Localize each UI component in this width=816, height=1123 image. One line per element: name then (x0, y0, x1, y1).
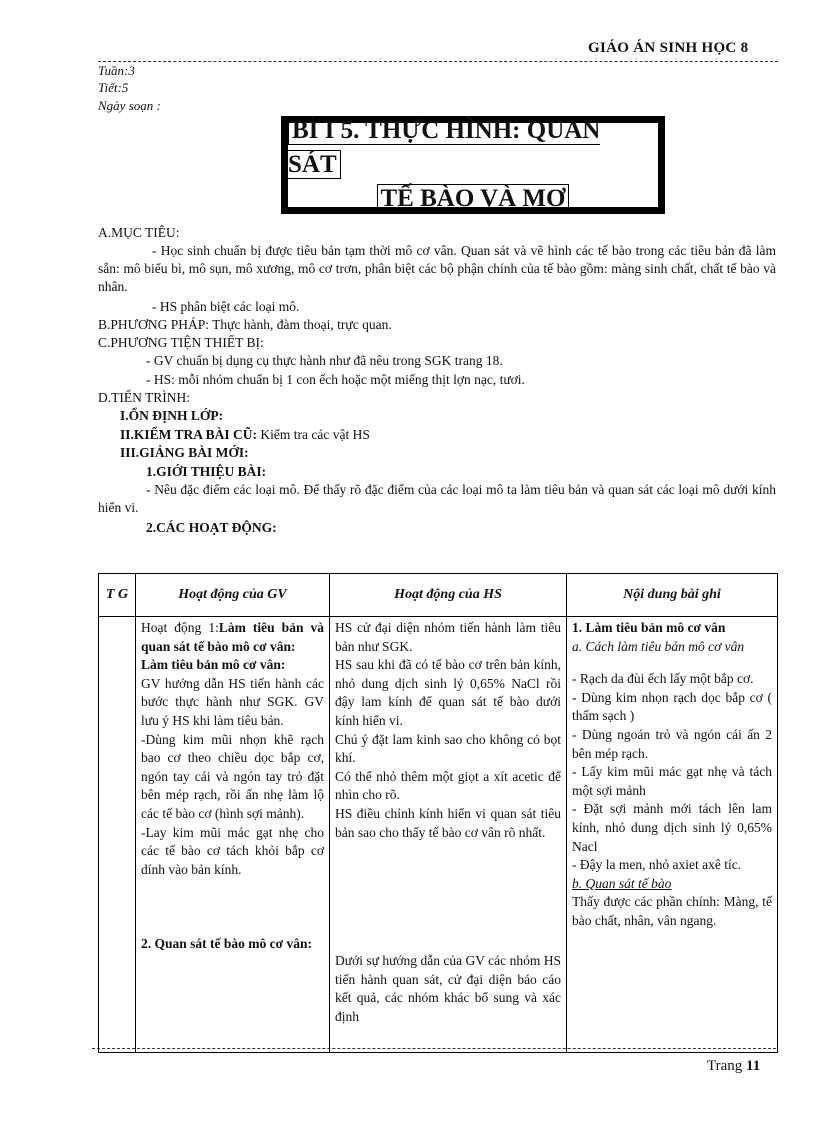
hs-p2: HS sau khi đã có tế bào cơ trên bản kính, nhỏ dung dịch sinh lý 0,65% NaCl rồi đậy lam kính để quan sát tế bào dưới kính hiển vi. (335, 657, 561, 728)
hs-p1: HS cử đại diện nhóm tiến hành làm tiêu bản như SGK. (335, 620, 561, 654)
hs-p6: Dưới sự hướng dẫn của GV các nhóm HS tiến hành quan sát, cử đại diện báo cáo kết quả, các nhóm khác bổ sung và xác định (335, 953, 561, 1024)
gv-step-1: -Dùng kim mũi nhọn khẽ rạch bao cơ theo chiều dọc bắp cơ, ngón tay cái và ngón tay trỏ đặt bên mép rạch, rồi ấn nhẹ làm lộ các tế bào cơ (hình sợi mảnh). (141, 731, 324, 821)
header-student: Hoạt động của HS (330, 574, 567, 617)
title-box (281, 116, 665, 214)
nd-step-1: - Rạch da đùi ếch lấy một bắp cơ. (572, 671, 754, 687)
nd-step-3: - Dùng ngoán trỏ và ngón cái ấn 2 bên mép rạch. (572, 726, 772, 761)
gv-step-2: -Lay kim mũi mác gạt nhẹ cho các tế bào cơ tách khỏi bắp cơ dính vào bản kính. (141, 824, 324, 877)
section-d31-text: - Nêu đặc điểm các loại mô. Để thấy rõ đặc điểm của các loại mô ta làm tiêu bản và quan sát các loại mô dưới kính hiển vi. (98, 482, 776, 515)
cell-teacher (136, 617, 330, 1053)
nd-step-2: - Dùng kim nhọn rạch dọc bắp cơ ( thấm sạch ) (572, 689, 772, 724)
nd-subheading-b: b. Quan sát tế bào (572, 875, 672, 891)
section-b-line (98, 316, 776, 334)
cell-student (330, 617, 567, 1053)
meta-date: Ngày soạn : (98, 98, 161, 113)
section-d31: 1.GIỚI THIỆU BÀI: (146, 464, 267, 479)
header-teacher: Hoạt động của GV (136, 574, 330, 617)
section-a-text-2: - HS phân biệt các loại mô. (152, 299, 300, 314)
table-header-row (99, 574, 778, 617)
page-footer (707, 1058, 760, 1075)
hs-p3: Chú ý đặt lam kinh sao cho không có bọt khí. (335, 731, 561, 766)
hs-p5: HS điều chỉnh kính hiển vi quan sát tiêu bản sao cho thấy tế bào cơ vân rõ nhất. (335, 805, 561, 840)
section-c-text-1: - GV chuẩn bị dụng cụ thực hành như đã nêu trong SGK trang 18. (146, 353, 503, 368)
cell-content (567, 617, 778, 1053)
gv-instruction: GV hướng dẫn HS tiến hành các bước thực hành như SGK. GV lưu ý HS khi làm tiêu bản. (141, 675, 324, 728)
page-number: 11 (746, 1058, 761, 1074)
nd-step-4: - Lấy kim mũi mác gạt nhẹ và tách một sợi mảnh (572, 764, 772, 798)
nd-subheading-a: a. Cách làm tiêu bản mô cơ vân (572, 638, 745, 654)
header-subject: GIÁO ÁN SINH HỌC 8 (588, 40, 749, 56)
section-b-heading: B.PHƯƠNG PHÁP (98, 317, 206, 332)
gv-activity-1: Hoạt động 1:Làm tiêu bản và quan sát tế bào mô cơ vân: (141, 620, 324, 654)
section-d1: I.ỔN ĐỊNH LỚP: (120, 408, 224, 423)
section-c-heading: C.PHƯƠNG TIỆN THIẾT BỊ: (98, 335, 264, 350)
hs-p4: Có thể nhỏ thêm một giọt a xít acetic để nhìn cho rõ. (335, 768, 561, 803)
header-content: Nội dung bài ghi (567, 574, 778, 617)
header-divider (98, 61, 778, 62)
section-d2-text: Kiểm tra các vật HS (257, 427, 370, 442)
section-d3: III.GIẢNG BÀI MỚI: (120, 445, 249, 460)
section-d-heading: D.TIẾN TRÌNH: (98, 390, 190, 405)
nd-observation: Thấy được các phần chính: Màng, tế bào chất, nhân, vân ngang. (572, 894, 772, 928)
meta-lesson: Tiết:5 (98, 80, 129, 95)
title-line-1: BÌ I 5. THỰC HÌNH: QUAN SÁT (288, 117, 601, 178)
page-label: Trang (707, 1058, 743, 1074)
gv-step-heading: Làm tiêu bản mô cơ vân: (141, 657, 286, 673)
footer-divider (92, 1048, 776, 1049)
section-d2-heading: II.KIỂM TRA BÀI CŨ: (120, 427, 258, 442)
table-row (99, 617, 778, 1053)
gv-activity-2: 2. Quan sát tế bào mô cơ vân: (141, 936, 312, 952)
cell-time (99, 617, 136, 1053)
nd-step-6: - Đậy la men, nhỏ axiet axê tíc. (572, 857, 742, 873)
nd-heading-1: 1. Làm tiêu bản mô cơ vân (572, 620, 726, 635)
section-b-text: : Thực hành, đàm thoại, trực quan. (205, 317, 392, 332)
activities-table (98, 573, 778, 1053)
section-c-text-2: - HS: mỗi nhóm chuẩn bị 1 con ếch hoặc một miếng thịt lợn nạc, tươi. (146, 372, 525, 387)
section-a-heading: A.MỤC TIÊU: (98, 225, 180, 240)
title-line-2: TẾ BÀO VÀ MƠ (377, 184, 570, 213)
section-a-text-1: - Học sinh chuẩn bị được tiêu bản tạm thời mô cơ vân. Quan sát và vẽ hình các tế bào trong các tiêu bản đã làm sẵn: mô biểu bì, mô sụn, mô xương, mô cơ trơn, phân biệt các bộ phận chính của tế bào gồm: màng sinh chất, chất tế bào và nhân. (98, 243, 776, 294)
header-time: T G (99, 574, 136, 617)
nd-step-5: - Đặt sợi mảnh mới tách lên lam kính, nhỏ dung dịch sinh lý 0,65% Nacl (572, 801, 772, 854)
section-d2-line (98, 426, 798, 444)
section-d32: 2.CÁC HOẠT ĐỘNG: (146, 520, 277, 535)
meta-week: Tuần:3 (98, 63, 135, 78)
